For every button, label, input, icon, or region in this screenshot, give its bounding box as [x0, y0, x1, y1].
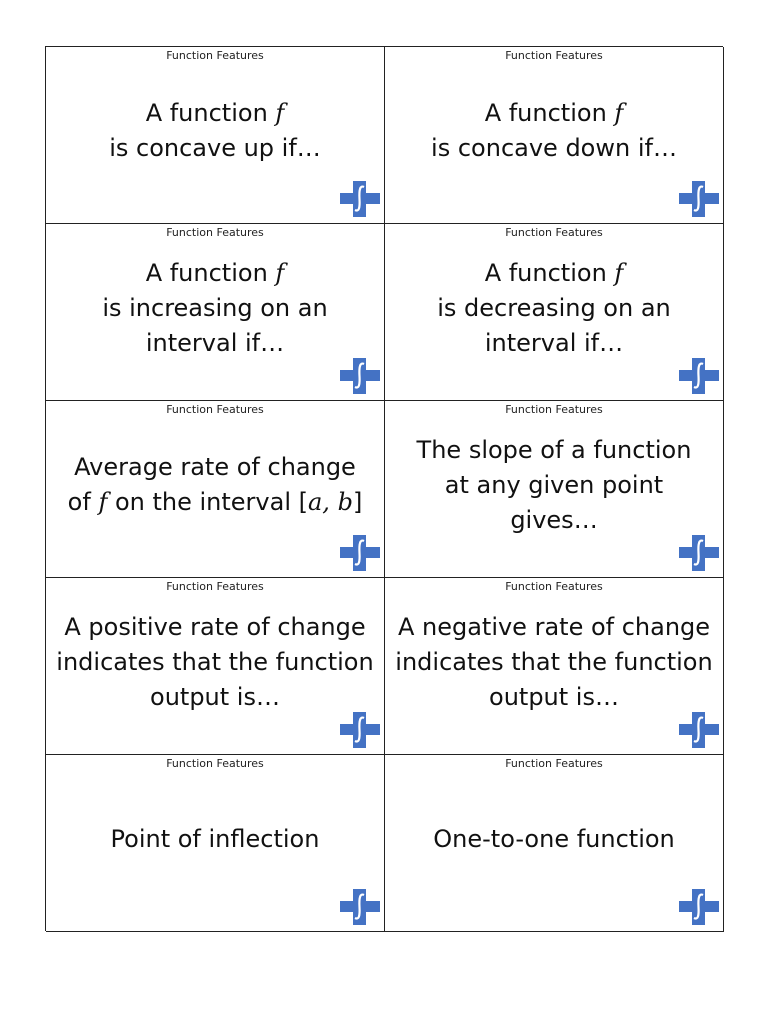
- card-prompt: [385, 773, 723, 905]
- prompt-line-2: indicates that the function: [395, 647, 713, 676]
- card-grid: [45, 46, 723, 931]
- card-header: Function Features: [505, 757, 603, 770]
- card-header: Function Features: [166, 757, 264, 770]
- card-header: Function Features: [166, 580, 264, 593]
- card-concave-up: [46, 47, 385, 224]
- card-header: Function Features: [505, 226, 603, 239]
- prompt-line-1: Point of inflection: [110, 824, 320, 853]
- prompt-line-1: A function f: [484, 99, 624, 127]
- prompt-line-2: is concave up if…: [109, 134, 321, 162]
- prompt-line-2: is concave down if…: [431, 134, 677, 162]
- prompt-line-2: indicates that the function: [56, 647, 374, 676]
- card-prompt: [46, 419, 384, 551]
- prompt-line-1: A positive rate of change: [64, 612, 366, 641]
- prompt-line-3: gives…: [510, 505, 598, 534]
- card-prompt: [385, 65, 723, 197]
- card-header: Function Features: [166, 403, 264, 416]
- card-prompt: [46, 65, 384, 197]
- card-positive-rate: [46, 578, 385, 755]
- prompt-line-2: of f on the interval [a, b]: [67, 488, 363, 516]
- prompt-line-2: at any given point: [444, 470, 664, 499]
- card-one-to-one: [385, 755, 724, 932]
- prompt-line-1: A negative rate of change: [397, 612, 711, 641]
- card-decreasing: [385, 224, 724, 401]
- card-prompt: [46, 242, 384, 374]
- card-average-rate: [46, 401, 385, 578]
- prompt-line-3: interval if…: [484, 328, 624, 357]
- card-prompt: [46, 596, 384, 728]
- card-prompt: [46, 773, 384, 905]
- card-point-of-inflection: [46, 755, 385, 932]
- card-prompt: [385, 242, 723, 374]
- prompt-line-1: A function f: [145, 99, 285, 127]
- prompt-line-1: One-to-one function: [433, 824, 675, 853]
- prompt-line-1: The slope of a function: [416, 435, 692, 464]
- integral-plus-icon: [340, 535, 380, 571]
- card-header: Function Features: [166, 49, 264, 62]
- card-prompt: [385, 596, 723, 728]
- card-negative-rate: [385, 578, 724, 755]
- card-header: Function Features: [505, 49, 603, 62]
- integral-plus-icon: [679, 535, 719, 571]
- prompt-line-1: Average rate of change: [74, 453, 356, 481]
- prompt-line-3: output is…: [150, 682, 280, 711]
- card-slope: [385, 401, 724, 578]
- card-increasing: [46, 224, 385, 401]
- integral-plus-icon: [340, 889, 380, 925]
- card-concave-down: [385, 47, 724, 224]
- integral-plus-icon: [340, 712, 380, 748]
- prompt-line-1: A function f: [484, 258, 624, 287]
- prompt-line-2: is increasing on an: [102, 293, 328, 322]
- integral-plus-icon: [340, 181, 380, 217]
- card-prompt: [385, 419, 723, 551]
- card-header: Function Features: [166, 226, 264, 239]
- prompt-line-1: A function f: [145, 258, 285, 287]
- card-header: Function Features: [505, 580, 603, 593]
- integral-plus-icon: [679, 181, 719, 217]
- integral-plus-icon: [679, 889, 719, 925]
- prompt-line-3: interval if…: [145, 328, 285, 357]
- integral-plus-icon: [340, 358, 380, 394]
- integral-plus-icon: [679, 712, 719, 748]
- card-header: Function Features: [505, 403, 603, 416]
- integral-plus-icon: [679, 358, 719, 394]
- prompt-line-2: is decreasing on an: [437, 293, 671, 322]
- prompt-line-3: output is…: [489, 682, 619, 711]
